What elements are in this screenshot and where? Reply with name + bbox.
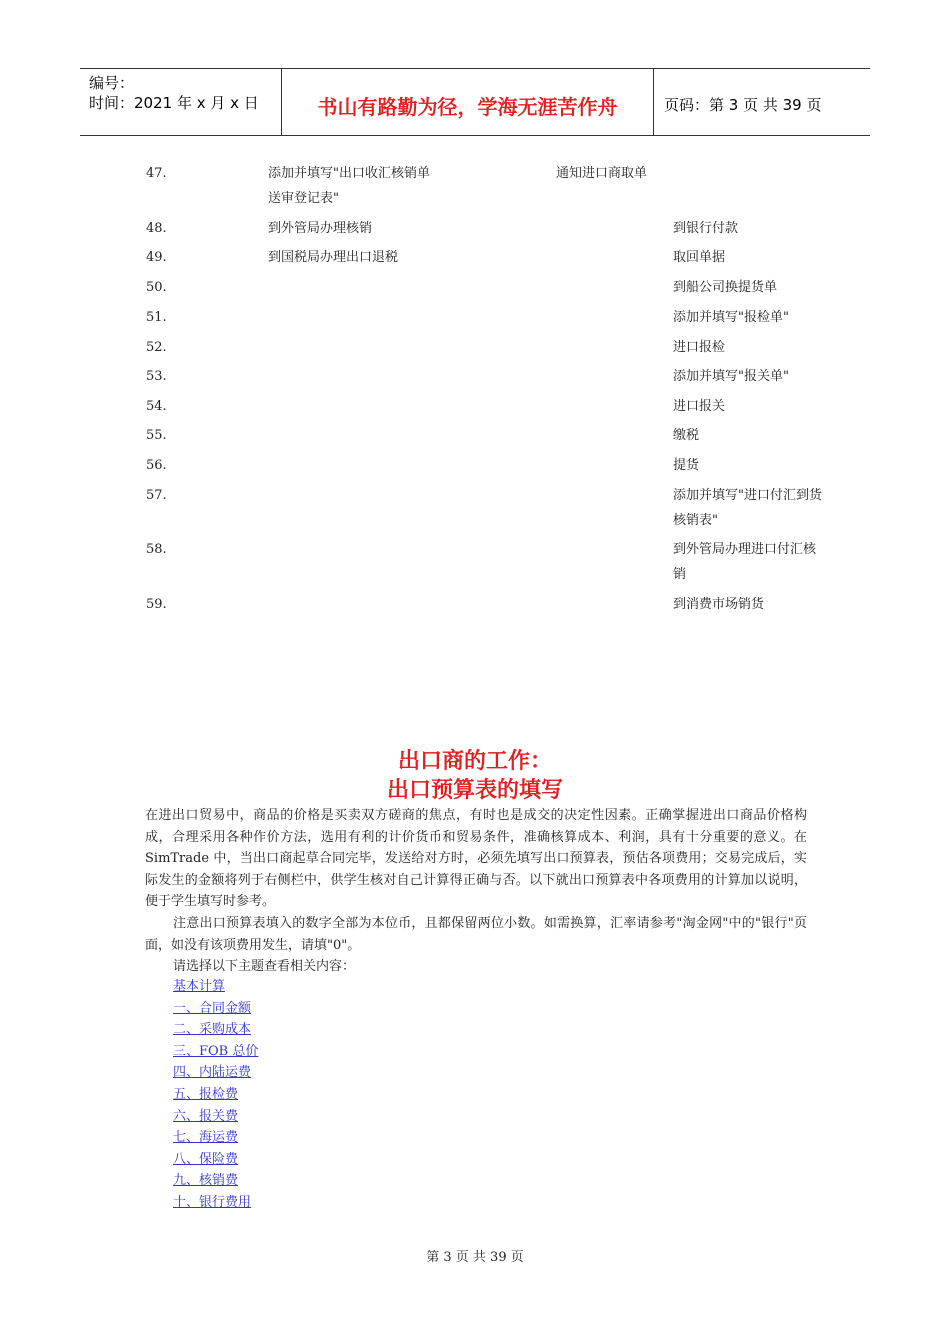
importer-step: 添加并填写"报关单" — [673, 369, 789, 384]
bank-step: 通知进口商取单 — [556, 166, 648, 181]
importer-step: 添加并填写"报检单" — [673, 310, 789, 325]
step-number: 51. — [146, 310, 167, 325]
importer-step: 到船公司换提货单 — [673, 280, 778, 295]
header-meta — [80, 69, 282, 135]
importer-step: 进口报检 — [673, 340, 726, 355]
step-number: 49. — [146, 250, 167, 265]
importer-step: 取回单据 — [673, 250, 726, 265]
topic-links — [173, 976, 258, 1214]
intro-paragraph: 在进出口贸易中，商品的价格是买卖双方磋商的焦点，有时也是成交的决定性因素。正确掌握进出口商品价格构成，合理采用各种作价方法，选用有利的计价货币和贸易条件，准确核算成本、利润，具有十分重要的意义。在 SimTrade 中，当出口商起草合同完毕，发送给对方时，必须先填写出口预算表，预估各项费用；交易完成后，实际发生的金额将列于右侧栏中，供学生核对自己计算得正确与否。以下就出口预算表中各项费用的计算加以说明，便于学生填写时参考。 — [145, 808, 807, 909]
link-basic-calc[interactable]: 基本计算 — [173, 979, 226, 994]
section-title-line1: 出口商的工作： — [397, 749, 552, 774]
step-number: 47. — [146, 166, 167, 181]
step-number: 54. — [146, 399, 167, 414]
link-purchase-cost[interactable]: 二、采购成本 — [173, 1022, 252, 1038]
importer-step: 进口报关 — [673, 399, 726, 414]
exporter-step: 到国税局办理出口退税 — [268, 250, 399, 265]
importer-step: 添加并填写"进口付汇到货核销表" — [673, 488, 822, 528]
section-title-line2: 出口预算表的填写 — [386, 778, 563, 803]
header-motto: 书山有路勤为径，学海无涯苦作舟 — [282, 69, 654, 135]
link-customs-fee[interactable]: 六、报关费 — [173, 1108, 239, 1124]
link-inland-freight[interactable]: 四、内陆运费 — [173, 1065, 252, 1081]
topic-prompt: 请选择以下主题查看相关内容： — [173, 959, 356, 974]
link-bank-charges[interactable]: 十、银行费用 — [173, 1194, 252, 1210]
link-insurance-fee[interactable]: 八、保险费 — [173, 1151, 239, 1167]
header-page-number: 页码：第 3 页 共 39 页 — [664, 95, 822, 114]
step-number: 59. — [146, 597, 167, 612]
step-number: 50. — [146, 280, 167, 295]
link-inspection-fee[interactable]: 五、报检费 — [173, 1086, 239, 1102]
note-paragraph: 注意出口预算表填入的数字全部为本位币，且都保留两位小数。如需换算，汇率请参考"淘金网"中的"银行"页面，如没有该项费用发生，请填"0"。 — [145, 916, 807, 953]
importer-step: 缴税 — [673, 428, 700, 443]
link-verification-fee[interactable]: 九、核销费 — [173, 1173, 239, 1189]
importer-step: 提货 — [673, 458, 700, 473]
step-number: 56. — [146, 458, 167, 473]
time-label: 时间：2021 年 x 月 x 日 — [89, 94, 259, 112]
step-number: 48. — [146, 221, 167, 236]
exporter-step: 到外管局办理核销 — [268, 221, 373, 236]
step-number: 58. — [146, 542, 167, 557]
step-number: 52. — [146, 340, 167, 355]
importer-step: 到银行付款 — [673, 221, 739, 236]
step-number: 55. — [146, 428, 167, 443]
step-number: 53. — [146, 369, 167, 384]
step-number: 57. — [146, 488, 167, 503]
number-label: 编号： — [89, 74, 135, 92]
link-contract-amount[interactable]: 一、合同金额 — [173, 1000, 252, 1016]
importer-step: 到外管局办理进口付汇核销 — [673, 542, 817, 582]
exporter-step: 添加并填写"出口收汇核销单送审登记表" — [268, 166, 430, 206]
importer-step: 到消费市场销货 — [673, 597, 765, 612]
link-fob-total[interactable]: 三、FOB 总价 — [173, 1043, 259, 1059]
page-footer: 第 3 页 共 39 页 — [426, 1250, 524, 1265]
link-ocean-freight[interactable]: 七、海运费 — [173, 1130, 239, 1146]
page-header — [80, 68, 870, 136]
